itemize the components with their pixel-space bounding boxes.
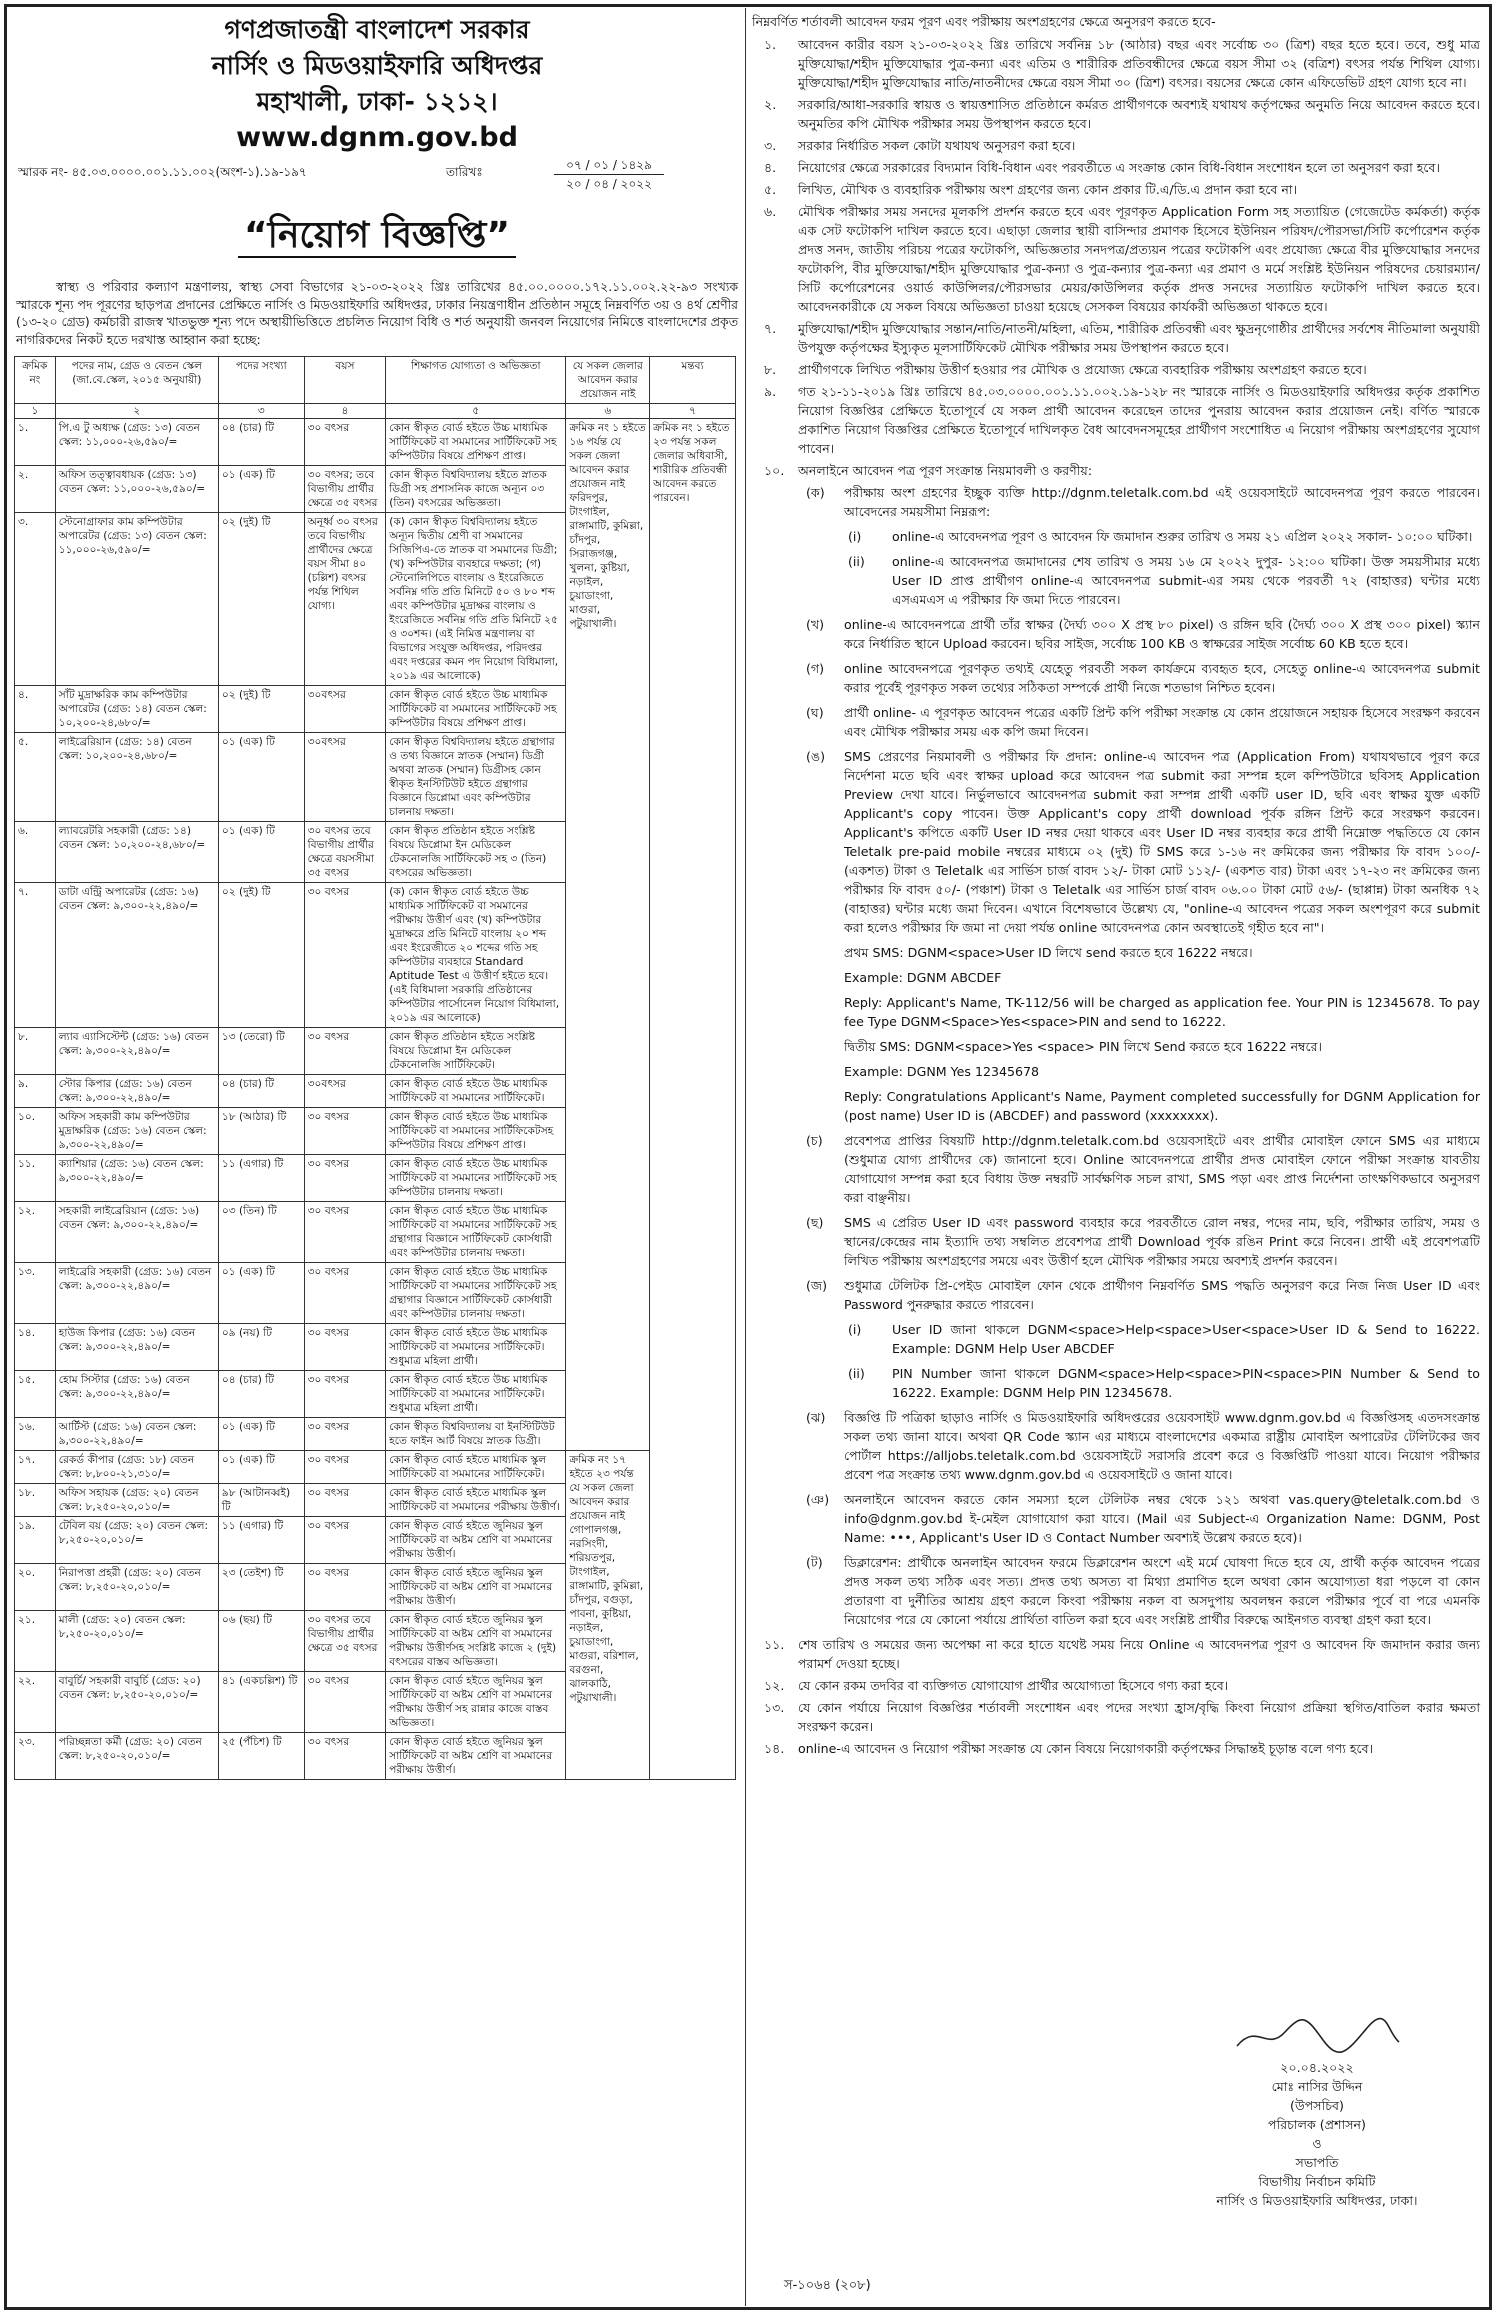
- count-cell: ৯৮ (আটানব্বই) টি: [218, 1484, 304, 1517]
- serial-cell: ১৮.: [15, 1484, 56, 1517]
- subitem-ta: (ট) ডিক্লারেশন: প্রার্থীকে অনলাইন আবেদন ফরমে ডিক্লারেশন অংশে এই মর্মে ঘোষণা দিতে হবে যে, প্রার্থী কর্তৃক আবেদন পত্রের প্রদত্ত সকল তথ্য সঠিক এবং সত্য। প্রদত্ত তথ্য অসত্য বা মিথ্যা প্রমাণিত হলে অথবা কোন অযোগ্যতা ধরা পড়লে বা কোন প্রতারণা বা দুর্নীতির আশ্রয় গ্রহণ করলে কিংবা পরীক্ষায় নকল বা অসদুপায় অবলম্বন করলে পরীক্ষার পূর্বে বা পরে এমনকি নিয়োগের পরে যে কোনো পর্যায়ে প্রার্থিতা বাতিল করা হবে এবং সংশ্লিষ্ট প্রার্থীর বিরুদ্ধে আইনগত ব্যবস্থা গ্রহণ করা হবে।: [806, 1555, 1480, 1627]
- signer-chair: সভাপতি: [1295, 2155, 1339, 2170]
- signature-block: [1172, 2012, 1462, 2210]
- education-cell: কোন স্বীকৃত বোর্ড হইতে জুনিয়র স্কুল সার্টিফিকেট বা অষ্টম শ্রেণি বা সমমানের পরীক্ষায় উত্তীর্ণ।: [386, 1733, 566, 1780]
- signer-org: নার্সিং ও মিডওয়াইফারি অধিদপ্তর, ঢাকা।: [1216, 2193, 1418, 2208]
- condition-item: [752, 1676, 1480, 1695]
- condition-text: যে কোন পর্যায়ে নিয়োগ বিজ্ঞপ্তির শর্তাবলী সংশোধন এবং পদের সংখ্যা হ্রাস/বৃদ্ধি কিংবা নিয়োগ প্রক্রিয়া স্থগিত/বাতিল করার ক্ষমতা সংরক্ষণ করেন।: [798, 1700, 1480, 1734]
- education-cell: কোন স্বীকৃত প্রতিষ্ঠান হইতে সংশ্লিষ্ট বিষয়ে ডিপ্লোমা ইন মেডিকেল টেকনোলজি সার্টিফিকেট।: [386, 1028, 566, 1075]
- condition-item: [752, 180, 1480, 199]
- education-cell: (ক) কোন স্বীকৃত বোর্ড হইতে উচ্চ মাধ্যমিক সার্টিফিকেট বা সমমানের পরীক্ষায় উত্তীর্ণ এবং (খ) কম্পিউটার মুদ্রাক্ষরে প্রতি মিনিটে বাংলায় ২০ শব্দ এবং ইংরেজীতে ২০ শব্দের গতি সহ কম্পিউটার ব্যবহারে Standard Aptitude Test এ উত্তীর্ণ হইতে হবে। (এই বিধিমালা সরকারি প্রতিষ্ঠানের কম্পিউটার পার্সোনেল নিয়োগ বিধিমালা, ২০১৯ এর আলোকে): [386, 883, 566, 1028]
- count-cell: ০২ (দুই) টি: [218, 686, 304, 733]
- conditions-list: [752, 35, 1480, 480]
- left-column: [14, 12, 740, 2302]
- serial-cell: ৩.: [15, 513, 56, 686]
- age-cell: ৩০ বৎসর: [304, 1028, 386, 1075]
- condition-number: ২.: [764, 97, 777, 112]
- col-header: পদের নাম, গ্রেড ও বেতন স্কেল (জা.বে.স্কেল, ২০১৫ অনুযায়ী): [55, 357, 218, 404]
- post-cell: ডাটা এন্ট্রি অপারেটর (গ্রেড: ১৬) বেতন স্কেল: ৯,৩০০-২২,৪৯০/=: [55, 883, 218, 1028]
- serial-cell: ২.: [15, 466, 56, 513]
- age-cell: ৩০বৎসর: [304, 733, 386, 822]
- condition-number: ৬.: [764, 204, 777, 219]
- count-cell: ০৬ (ছয়) টি: [218, 1611, 304, 1672]
- age-cell: ৩০ বৎসর: [304, 883, 386, 1028]
- subitem-ka-i: (i) online-এ আবেদনপত্র পূরণ ও আবেদন ফি জমাদান শুরুর তারিখ ও সময় ২১ এপ্রিল ২০২২ সকাল- ১০:০০ ঘটিকা।: [848, 529, 1473, 544]
- age-cell: ৩০ বৎসর: [304, 1371, 386, 1418]
- age-cell: অনূর্ধ্ব ৩০ বৎসর তবে বিভাগীয় প্রার্থীদের ক্ষেত্রে বয়স সীমা ৪০ (চল্লিশ) বৎসর পর্যন্ত শিথিল যোগ্য।: [304, 513, 386, 686]
- col-number: ৪: [304, 404, 386, 419]
- right-column: [752, 12, 1480, 2302]
- condition-number: ৪.: [764, 160, 777, 175]
- serial-cell: ৪.: [15, 686, 56, 733]
- signer-name: মোঃ নাসির উদ্দিন: [1271, 2079, 1363, 2094]
- serial-cell: ৫.: [15, 733, 56, 822]
- count-cell: ০১ (এক) টি: [218, 822, 304, 883]
- count-cell: ০৩ (তিন) টি: [218, 1202, 304, 1263]
- condition-number: ১০.: [764, 463, 785, 478]
- table-row: [15, 1451, 736, 1484]
- post-cell: টেবিল বয় (গ্রেড: ২০) বেতন স্কেল: ৮,২৫০-২০,০১০/=: [55, 1517, 218, 1564]
- education-cell: কোন স্বীকৃত বোর্ড হইতে উচ্চ মাধ্যমিক সার্টিফিকেট বা সমমানের সার্টিফিকেট। শুধুমাত্র মহিলা প্রার্থী।: [386, 1371, 566, 1418]
- count-cell: ২৫ (পঁচিশ) টি: [218, 1733, 304, 1780]
- table-header-row: [15, 357, 736, 404]
- age-cell: ৩০ বৎসর: [304, 1517, 386, 1564]
- subitem-nya: (ঞ) অনলাইনে আবেদন করতে কোন সমস্যা হলে টেলিটক নম্বর থেকে ১২১ অথবা vas.query@teletalk.com.bd ও info@dgnm.gov.bd ই-মেইল যোগাযোগ করা যাবে। (Mail এর Subject-এ Organization Name: DGNM, Post Name: •••, Applicant's User ID ও Contact Number অবশ্যই উল্লেখ করতে হবে)।: [806, 1492, 1480, 1545]
- condition-item: [752, 35, 1480, 92]
- education-cell: কোন স্বীকৃত বিশ্ববিদ্যালয় হইতে স্নাতক ডিগ্রী সহ প্রশাসনিক কাজে অন্যূন ০৩ (তিন) বৎসরের অভিজ্ঞতা।: [386, 466, 566, 513]
- serial-cell: ১৭.: [15, 1451, 56, 1484]
- post-cell: পরিচ্ছন্নতা কর্মী (গ্রেড: ২০) বেতন স্কেল: ৮,২৫০-২০,০১০/=: [55, 1733, 218, 1780]
- age-cell: ৩০ বৎসর: [304, 1733, 386, 1780]
- condition-item: [752, 382, 1480, 458]
- subitem-jha: (ঝ) বিজ্ঞপ্তি টি পত্রিকা ছাড়াও নার্সিং ও মিডওয়াইফারি অধিদপ্তরের ওয়েবসাইট www.dgnm.gov.bd এ বিজ্ঞপ্তিসহ এতদসংক্রান্ত সকল তথ্য জানা যাবে। অথবা QR Code স্ক্যান এর মাধ্যমে বাংলাদেশের একমাত্র রাষ্ট্রীয় মোবাইল অপারেটর টেলিটকের জব পোর্টাল https://alljobs.teletalk.com.bd ওয়েবসাইটে সরাসরি প্রবেশ করে ও বিজ্ঞপ্তিটি পাওয়া যাবে। নিয়োগ পরীক্ষার প্রবেশ পত্র সংক্রান্ত তথ্য www.dgnm.gov.bd এ ওয়েবসাইটে ও জানা যাবে।: [806, 1410, 1480, 1482]
- education-cell: কোন স্বীকৃত বোর্ড হইতে উচ্চ মাধ্যমিক সার্টিফিকেট বা সমমানের সার্টিফিকেট। শুধুমাত্র মহিলা প্রার্থী।: [386, 1324, 566, 1371]
- age-cell: ৩০ বৎসর: [304, 1155, 386, 1202]
- age-cell: ৩০বৎসর: [304, 1075, 386, 1108]
- date-label: তারিখঃ: [446, 165, 483, 179]
- col-number: ৭: [650, 404, 736, 419]
- education-cell: কোন স্বীকৃত বোর্ড হইতে উচ্চ মাধ্যমিক সার্টিফিকেট বা সমমানের সার্টিফিকেটসহ কম্পিউটার বিষয়ে প্রশিক্ষণ প্রাপ্ত।: [386, 1108, 566, 1155]
- notice-title: “নিয়োগ বিজ্ঞপ্তি”: [14, 208, 740, 268]
- count-cell: ০১ (এক) টি: [218, 466, 304, 513]
- subitem-ga: (গ) online আবেদনপত্রে পূরণকৃত তথ্যই যেহেতু পরবর্তী সকল কার্যক্রমে ব্যবহৃত হবে, সেহেতু online-এ আবেদনপত্র submit করার পূর্বেই পূরণকৃত সকল তথ্যের সঠিকতা সম্পর্কে প্রার্থী নিজে শতভাগ নিশ্চিত হবেন।: [806, 661, 1480, 695]
- serial-cell: ১.: [15, 419, 56, 466]
- education-cell: কোন স্বীকৃত বোর্ড হইতে জুনিয়র স্কুল সার্টিফিকেট বা অষ্টম শ্রেণি বা সমমানের পরীক্ষায় উত্তীর্ণসহ সংশ্লিষ্ট কাজে ২ (দুই) বৎসরের বাস্তব অভিজ্ঞতা।: [386, 1611, 566, 1672]
- count-cell: ০৪ (চার) টি: [218, 419, 304, 466]
- post-cell: ক্যাশিয়ার (গ্রেড: ১৬) বেতন স্কেল: ৯,৩০০-২২,৪৯০/=: [55, 1155, 218, 1202]
- age-cell: ৩০ বৎসর: [304, 1451, 386, 1484]
- age-cell: ৩০ বৎসর: [304, 1108, 386, 1155]
- subitem-kha: (খ) online-এ আবেদনপত্রে প্রার্থী তাঁর স্বাক্ষর (দৈর্ঘ্য ৩০০ X প্রস্থ ৮০ pixel) ও রঙ্গিন ছবি (দৈর্ঘ্য ৩০০ X প্রস্থ ৩০০ pixel) স্ক্যান করে নির্ধারিত স্থানে Upload করবেন। ছবির সাইজ, সর্বোচ্চ 100 KB ও স্বাক্ষরের সাইজ সর্বোচ্চ 60 KB হতে হবে।: [806, 617, 1480, 651]
- serial-cell: ১৬.: [15, 1418, 56, 1451]
- age-cell: ৩০ বৎসর: [304, 1324, 386, 1371]
- age-cell: ৩০ বৎসর; তবে বিভাগীয় প্রার্থীর ক্ষেত্রে ৩৫ বৎসর: [304, 466, 386, 513]
- column-number-row: [15, 404, 736, 419]
- condition-text: সরকার নির্ধারিত সকল কোটা যথাযথ অনুসরণ করা হবে।: [798, 138, 1076, 153]
- subitem-ka: (ক) পরীক্ষায় অংশ গ্রহণের ইচ্ছুক ব্যক্তি http://dgnm.teletalk.com.bd এই ওয়েবসাইটে আবেদনপত্র পূরণ করতে পারবেন। আবেদনের সময়সীমা নিম্নরূপ:: [806, 485, 1480, 519]
- serial-cell: ১২.: [15, 1202, 56, 1263]
- count-cell: ০১ (এক) টি: [218, 1451, 304, 1484]
- letterhead: [14, 12, 740, 156]
- education-cell: কোন স্বীকৃত বিশ্ববিদ্যালয় বা ইনস্টিটিউট হতে ফাইন আর্ট বিষয়ে স্নাতক ডিগ্রী।: [386, 1418, 566, 1451]
- condition-text: শেষ তারিখ ও সময়ের জন্য অপেক্ষা না করে হাতে যথেষ্ট সময় নিয়ে Online এ আবেদনপত্র পূরণ ও আবেদন ফি জমাদান করার জন্য পরামর্শ দেওয়া হচ্ছে।: [798, 1637, 1480, 1671]
- date-bangla: ০৭ / ০১ / ১৪২৯: [566, 158, 652, 172]
- sms-first: প্রথম SMS: DGNM<space>User ID লিখে send করতে হবে 16222 নম্বরে।: [844, 945, 1253, 960]
- col-number: ৫: [386, 404, 566, 419]
- condition-number: ৭.: [764, 321, 777, 336]
- signature-date: ২০.০৪.২০২২: [1280, 2060, 1354, 2075]
- post-cell: স্টোর কিপার (গ্রেড: ১৬) বেতন স্কেল: ৯,৩০০-২২,৪৯০/=: [55, 1075, 218, 1108]
- count-cell: ১৩ (তেরো) টি: [218, 1028, 304, 1075]
- signature-scrawl: [1172, 2012, 1462, 2058]
- col-header: বয়স: [304, 357, 386, 404]
- table-body: [15, 419, 736, 1780]
- condition-text: মুক্তিযোদ্ধা/শহীদ মুক্তিযোদ্ধার সন্তান/নাতি/নাতনী/মহিলা, এতিম, শারীরিক প্রতিবন্ধী এবং ক্ষুদ্রনৃগোষ্ঠীর প্রার্থীদের সর্বশেষ নীতিমালা অনুযায়ী উপযুক্ত কর্তৃপক্ষের ইস্যুকৃত মূলসার্টিফিকেট মৌখিক পরীক্ষার সময় উপস্থাপন করতে হবে।: [798, 321, 1480, 355]
- department-name: নার্সিং ও মিডওয়াইফারি অধিদপ্তর: [211, 51, 543, 80]
- condition-text: গত ২১-১১-২০১৯ খ্রিঃ তারিখে ৪৫.০৩.০০০০.০০১.১১.০০২.১৯-১২৮ নং স্মারকে নার্সিং ও মিডওয়াইফারি অধিদপ্তর কর্তৃক প্রকাশিত নিয়োগ বিজ্ঞপ্তির প্রেক্ষিতে ইতোপূর্বে যে সকল প্রার্থী আবেদন করেছেন তাদের পুনরায় আবেদন করার প্রয়োজন নেই। বর্ণিত স্মারকে প্রকাশিত নিয়োগ বিজ্ঞপ্তির প্রেক্ষিতে ইতোপূর্বে দাখিলকৃত বৈধ আবেদনসমূহের প্রার্থীগণ সংশোধিত এ নিয়োগ পরীক্ষায় অংশগ্রহণের সুযোগ পাবেন।: [798, 384, 1480, 456]
- sms-first-example: Example: DGNM ABCDEF: [844, 970, 1002, 985]
- age-cell: ৩০ বৎসর: [304, 1564, 386, 1611]
- subitem-cha: (চ) প্রবেশপত্র প্রাপ্তির বিষয়টি http://dgnm.teletalk.com.bd ওয়েবসাইটে এবং প্রার্থীর মোবাইল ফোনে SMS এর মাধ্যমে (শুধুমাত্র যোগ্য প্রার্থীদের কে) জানানো হবে। Online আবেদনপত্রে প্রার্থীর প্রদত্ত মোবাইল ফোনে পরীক্ষা সংক্রান্ত যাবতীয় যোগাযোগ সম্পন্ন করা হবে বিধায় উক্ত নম্বরটি সার্বক্ষণিক সচল রাখা, SMS পড়া এবং প্রাপ্ত নির্দেশনা তাৎক্ষণিকভাবে অনুসরণ করা বাঞ্ছনীয়।: [806, 1133, 1480, 1205]
- subitem-uma: (ঙ) SMS প্রেরণের নিয়মাবলী ও পরীক্ষার ফি প্রদান: online-এ আবেদন পত্র (Application From) যথাযথভাবে পূরণ করে নির্দেশনা মতে ছবি এবং স্বাক্ষর upload করে আবেদন পত্র submit করা সম্পন্ন হলে কম্পিউটারে ছবিসহ Application Preview দেখা যাবে। নির্ভুলভাবে আবেদনপত্র submit করা সম্পন্ন প্রার্থী একটি user ID, ছবি এবং স্বাক্ষর যুক্ত একটি Applicant's copy পাবেন। উক্ত Applicant's copy প্রার্থী download পূর্বক রঙ্গিন প্রিন্ট করে সংরক্ষণ করবেন। Applicant's কপিতে একটি User ID নম্বর দেয়া থাকবে এবং User ID নম্বর ব্যবহার করে প্রার্থী নিম্নোক্ত পদ্ধতিতে যে কোন Teletalk pre-paid mobile নম্বরের মাধ্যমে ০২ (দুই) টি SMS করে ১-১৬ নং ক্রমিকের জন্য পরীক্ষার ফি বাবদ ১০০/- (একশত) টাকা ও Teletalk এর সার্ভিস চার্জ বাবদ ১২/- টাকা মোট ১১২/- (একশত বার) টাকা এবং ১৭-২৩ নং ক্রমিকের জন্য পরীক্ষার ফি বাবদ ৫০/- (পঞ্চাশ) টাকা ও Teletalk এর সার্ভিস চার্জ বাবদ ০৬.০০ টাকা মোট ৫৬/- (ছাপ্পান্ন) টাকা অনধিক ৭২ (বাহাত্তর) ঘন্টার মধ্যে জমা দিবেন। এখানে বিশেষভাবে উল্লেখ্য যে, "online-এ আবেদন পত্রের সকল অংশপূরণ করে submit করা হলেও পরীক্ষার ফি জমা না দেয়া পর্যন্ত online আবেদনপত্র কোন অবস্থাতেই গৃহীত হবে না"।: [806, 749, 1480, 935]
- serial-cell: ৯.: [15, 1075, 56, 1108]
- education-cell: কোন স্বীকৃত প্রতিষ্ঠান হইতে সংশ্লিষ্ট বিষয়ে ডিপ্লোমা ইন মেডিকেল টেকনোলজি সার্টিফিকেট সহ ৩ (তিন) বৎসরের অভিজ্ঞতা।: [386, 822, 566, 883]
- condition-item: [752, 202, 1480, 316]
- education-cell: কোন স্বীকৃত বোর্ড হইতে উচ্চ মাধ্যমিক সার্টিফিকেট বা সমমানের সার্টিফিকেট।: [386, 1075, 566, 1108]
- education-cell: কোন স্বীকৃত বিশ্ববিদ্যালয় হইতে গ্রন্থাগার ও তথ্য বিজ্ঞানে স্নাতক (সম্মান) ডিগ্রী অথবা স্নাতক (সম্মান) ডিগ্রীসহ কোন স্বীকৃত ইনস্টিটিউট হইতে গ্রন্থাগার বিজ্ঞানে ডিপ্লোমা এবং কম্পিউটার চালনায় দক্ষতা।: [386, 733, 566, 822]
- condition-item: [752, 319, 1480, 357]
- age-cell: ৩০ বৎসর: [304, 419, 386, 466]
- col-header: পদের সংখ্যা: [218, 357, 304, 404]
- age-cell: ৩০ বৎসর তবে বিভাগীয় প্রার্থীর ক্ষেত্রে ৩৫ বৎসর: [304, 1611, 386, 1672]
- col-number: ৩: [218, 404, 304, 419]
- conditions-lead: নিম্নবর্ণিত শর্তাবলী আবেদন ফরম পূরণ এবং পরীক্ষায় অংশগ্রহণের ক্ষেত্রে অনুসরণ করতে হবে-: [752, 14, 1216, 29]
- count-cell: ১১ (এগার) টি: [218, 1517, 304, 1564]
- subitem-ja: (জ) শুধুমাত্র টেলিটক প্রি-পেইড মোবাইল ফোন থেকে প্রার্থীগণ নিম্নবর্ণিত SMS পদ্ধতি অনুসরণ করে নিজ নিজ User ID এবং Password পুনরুদ্ধার করতে পারবেন।: [806, 1278, 1480, 1312]
- subitem-gha: (ঘ) প্রার্থী online- এ পূরণকৃত আবেদন পত্রের একটি প্রিন্ট কপি পরীক্ষা সংক্রান্ত যে কোন প্রয়োজনে সহায়ক হিসেবে সংরক্ষণ করবেন এবং মৌখিক পরীক্ষার সময় এক কপি জমা দিবেন।: [806, 705, 1480, 739]
- subitem-ka-ii: (ii) online-এ আবেদনপত্র জমাদানের শেষ তারিখ ও সময় ১৬ মে ২০২২ দুপুর- ১২:০০ ঘটিকা। উক্ত সময়সীমার মধ্যে User ID প্রাপ্ত প্রার্থীগণ online-এ আবেদনপত্র submit-এর সময় থেকে পরবর্তী ৭২ (বাহাত্তর) ঘন্টার মধ্যে এসএমএস এ পরীক্ষার ফি জমা দিতে পারবেন।: [848, 554, 1480, 607]
- condition-number: ৫.: [764, 182, 777, 197]
- education-cell: কোন স্বীকৃত বোর্ড হইতে জুনিয়র স্কুল সার্টিফিকেট বা অষ্টম শ্রেণি বা সমমানের পরীক্ষায় উত্তীর্ণ।: [386, 1517, 566, 1564]
- serial-cell: ৬.: [15, 822, 56, 883]
- sms-second: দ্বিতীয় SMS: DGNM<space>Yes <space> PIN লিখে Send করতে হবে 16222 নম্বরে।: [844, 1039, 1323, 1054]
- subitem-chha: (ছ) SMS এ প্রেরিত User ID এবং password ব্যবহার করে পরবর্তীতে রোল নম্বর, পদের নাম, ছবি, পরীক্ষার তারিখ, সময় ও স্থানের/কেন্দ্রের নাম ইত্যাদি তথ্য সম্বলিত প্রবেশপত্র প্রার্থী Download পূর্বক রঙিন Print করে নিবেন। প্রার্থী এই প্রবেশপত্রটি লিখিত পরীক্ষায় অংশগ্রহণের সময়ে এবং উত্তীর্ণ হলে মৌখিক পরীক্ষার সময়ে অবশ্যই প্রদর্শন করবেন।: [806, 1215, 1480, 1268]
- sms-second-example: Example: DGNM Yes 12345678: [844, 1064, 1040, 1079]
- memo-ref: স্মারক নং- ৪৫.০৩.০০০০.০০১.১১.০০২(অংশ-১).১৯-১৯৭: [18, 165, 307, 179]
- education-cell: কোন স্বীকৃত বোর্ড হইতে উচ্চ মাধ্যমিক সার্টিফিকেট বা সমমানের সার্টিফিকেট সহ গ্রন্থাগার বিজ্ঞানে সার্টিফিকেট কোর্সধারী এবং কম্পিউটার চালনায় দক্ষতা।: [386, 1202, 566, 1263]
- post-cell: মালী (গ্রেড: ২০) বেতন স্কেল: ৮,২৫০-২০,০১০/=: [55, 1611, 218, 1672]
- col-number: ৬: [566, 404, 650, 419]
- excluded-districts-b: ক্রমিক নং ১৭ হইতে ২৩ পর্যন্ত যে সকল জেলা আবেদন করার প্রয়োজন নাই গোপালগঞ্জ, নরসিংদী, শরিয়তপুর, টাংগাইল, রাঙ্গামাটি, কুমিল্লা, চাঁদপুর, বগুড়া, পাবনা, কুষ্টিয়া, নড়াইল, চুয়াডাংগা, মাগুরা, বরিশাল, বরগুনা, ঝালকাঠি, পটুয়াখালী।: [566, 1451, 650, 1780]
- condition-item: [752, 1635, 1480, 1673]
- post-cell: স্টেনোগ্রাফার কাম কম্পিউটার অপারেটর (গ্রেড: ১৩) বেতন স্কেল: ১১,০০০-২৬,৫৯০/=: [55, 513, 218, 686]
- subitem-ja-ii: (ii) PIN Number জানা থাকলে DGNM<space>Help<space>PIN<space>PIN Number & Send to 16222. Example: DGNM Help PIN 12345678.: [848, 1366, 1480, 1400]
- serial-cell: ৭.: [15, 883, 56, 1028]
- post-cell: বাবুর্চি/ সহকারী বাবুর্চি (গ্রেড: ২০) বেতন স্কেল: ৮,২৫০-২০,০১০/=: [55, 1672, 218, 1733]
- condition-text: যে কোন রকম তদবির বা ব্যক্তিগত যোগাযোগ প্রার্থীর অযোগ্যতা হিসেবে গণ্য করা হবে।: [798, 1678, 1229, 1693]
- age-cell: ৩০ বৎসর: [304, 1202, 386, 1263]
- post-cell: অফিস তত্ত্বাবধায়ক (গ্রেড: ১৩) বেতন স্কেল: ১১,০০০-২৬,৫৯০/=: [55, 466, 218, 513]
- post-cell: ল্যাবরেটরি সহকারী (গ্রেড: ১৪) বেতন স্কেল: ১০,২০০-২৪,৬৮০/=: [55, 822, 218, 883]
- post-cell: সহকারী লাইব্রেরিয়ান (গ্রেড: ১৬) বেতন স্কেল: ৯,৩০০-২২,৪৯০/=: [55, 1202, 218, 1263]
- col-header: শিক্ষাগত যোগ্যতা ও অভিজ্ঞতা: [386, 357, 566, 404]
- post-cell: ল্যাব এ্যাসিস্টেন্ট (গ্রেড: ১৬) বেতন স্কেল: ৯,৩০০-২২,৪৯০/=: [55, 1028, 218, 1075]
- footer-code: স-১০৬৪ (২০৮): [784, 2278, 871, 2293]
- excluded-districts-a: ক্রমিক নং ১ হইতে ১৬ পর্যন্ত যে সকল জেলা আবেদন করার প্রয়োজন নাই ফরিদপুর, টাংগাইল, রাঙ্গামাটি, কুমিল্লা, চাঁদপুর, সিরাজগঞ্জ, খুলনা, কুষ্টিয়া, নড়াইল, চুয়াডাংগা, মাগুরা, পটুয়াখালী।: [566, 419, 650, 1451]
- serial-cell: ৮.: [15, 1028, 56, 1075]
- condition-text: লিখিত, মৌখিক ও ব্যবহারিক পরীক্ষায় অংশ গ্রহণের জন্য কোন প্রকার টি.এ/ডি.এ প্রদান করা হবে না।: [798, 182, 1298, 197]
- serial-cell: ২৩.: [15, 1733, 56, 1780]
- post-cell: অফিস সহায়ক (গ্রেড: ২০) বেতন স্কেল: ৮,২৫০-২০,০১০/=: [55, 1484, 218, 1517]
- condition-text: online-এ আবেদন ও নিয়োগ পরীক্ষা সংক্রান্ত যে কোন বিষয়ে নিয়োগকারী কর্তৃপক্ষের সিদ্ধান্তই চূড়ান্ত বলে গণ্য হবে।: [798, 1741, 1374, 1756]
- education-cell: কোন স্বীকৃত বোর্ড হইতে জুনিয়র স্কুল সার্টিফিকেট বা অষ্টম শ্রেণি বা সমমানের পরীক্ষায় উত্তীর্ণ সহ রান্নার কাজে বাস্তব অভিজ্ঞতা।: [386, 1672, 566, 1733]
- sms-first-reply: Reply: Applicant's Name, TK-112/56 will be charged as application fee. Your PIN is 12345678. To pay fee Type DGNM<Space>Yes<space>PIN and send to 16222.: [844, 995, 1480, 1029]
- education-cell: কোন স্বীকৃত বোর্ড হইতে উচ্চ মাধ্যমিক সার্টিফিকেট বা সমমানের সার্টিফিকেট সহ কম্পিউটার বিষয়ে প্রশিক্ষণ প্রাপ্ত।: [386, 686, 566, 733]
- serial-cell: ১৯.: [15, 1517, 56, 1564]
- post-cell: পি.এ টু অধ্যক্ষ (গ্রেড: ১৩) বেতন স্কেল: ১১,০০০-২৬,৫৯০/=: [55, 419, 218, 466]
- count-cell: ০৪ (চার) টি: [218, 1075, 304, 1108]
- condition-item: [752, 461, 1480, 480]
- signer-role: পরিচালক (প্রশাসন): [1268, 2117, 1366, 2132]
- post-cell: আর্টিস্ট (গ্রেড: ১৬) বেতন স্কেল: ৯,৩০০-২২,৪৯০/=: [55, 1418, 218, 1451]
- post-cell: লাইব্রেরিয়ান (গ্রেড: ১৪) বেতন স্কেল: ১০,২০০-২৪,৬৮০/=: [55, 733, 218, 822]
- condition-number: ৩.: [764, 138, 777, 153]
- education-cell: কোন স্বীকৃত বোর্ড হইতে জুনিয়র স্কুল সার্টিফিকেট বা অষ্টম শ্রেণি বা সমমানের পরীক্ষায় উত্তীর্ণ।: [386, 1564, 566, 1611]
- count-cell: ২৩ (তেইশ) টি: [218, 1564, 304, 1611]
- signer-and: ও: [1312, 2136, 1322, 2151]
- signature-graphic: [1227, 2012, 1407, 2058]
- date-english: ২০ / ০৪ / ২০২২: [554, 174, 664, 193]
- condition-item: [752, 360, 1480, 379]
- date-block: [554, 156, 664, 193]
- age-cell: ৩০ বৎসর: [304, 1484, 386, 1517]
- education-cell: কোন স্বীকৃত বোর্ড হইতে উচ্চ মাধ্যমিক সার্টিফিকেট বা সমমানের সার্টিফিকেট সহ কম্পিউটার বিষয়ে প্রশিক্ষণ প্রাপ্ত।: [386, 419, 566, 466]
- post-cell: নিরাপত্তা প্রহরী (গ্রেড: ২০) বেতন স্কেল: ৮,২৫০-২০,০১০/=: [55, 1564, 218, 1611]
- govt-name: গণপ্রজাতন্ত্রী বাংলাদেশ সরকার: [224, 15, 530, 44]
- signer-rank: (উপসচিব): [1290, 2098, 1344, 2113]
- serial-cell: ১১.: [15, 1155, 56, 1202]
- condition-number: ১৩.: [764, 1700, 785, 1715]
- education-cell: কোন স্বীকৃত বোর্ড হইতে মাধ্যমিক স্কুল সার্টিফিকেট বা সমমানের পরীক্ষায় উত্তীর্ণ।: [386, 1484, 566, 1517]
- count-cell: ০১ (এক) টি: [218, 1418, 304, 1451]
- condition-item: [752, 95, 1480, 133]
- education-cell: কোন স্বীকৃত বোর্ড হইতে উচ্চ মাধ্যমিক সার্টিফিকেট বা সমমানের সার্টিফিকেট সহ গ্রন্থাগার বিজ্ঞানে সার্টিফিকেট কোর্সধারী এবং কম্পিউটার চালনায় দক্ষতা।: [386, 1263, 566, 1324]
- serial-cell: ১৩.: [15, 1263, 56, 1324]
- post-cell: হোম সিস্টার (গ্রেড: ১৬) বেতন স্কেল: ৯,৩০০-২২,৪৯০/=: [55, 1371, 218, 1418]
- post-cell: রেকর্ড কীপার (গ্রেড: ১৮) বেতন স্কেল: ৮,৮০০-২১,৩১০/=: [55, 1451, 218, 1484]
- remarks-cell: ক্রমিক নং ১ হইতে ২৩ পর্যন্ত সকল জেলার অধিবাসী, শারীরিক প্রতিবন্ধী আবেদন করতে পারবেন।: [650, 419, 736, 1780]
- intro-paragraph: স্বাস্থ্য ও পরিবার কল্যাণ মন্ত্রণালয়, স্বাস্থ্য সেবা বিভাগের ২১-০৩-২০২২ খ্রিঃ তারিখের ৪৫.০০.০০০০.১৭২.১১.০০২.২২-৯৩ সংখ্যক স্মারকে শূন্য পদ পূরণের ছাড়পত্র প্রদানের প্রেক্ষিতে নার্সিং ও মিডওয়াইফারি অধিদপ্তর, ঢাকার নিয়ন্ত্রণাধীন প্রতিষ্ঠান সমূহে নিম্নবর্ণিত ৩য় ও ৪র্থ শ্রেণীর (১৩-২০ গ্রেড) কর্মচারী রাজস্ব খাতভুক্ত শূন্য পদে অস্থায়ীভিত্তিতে প্রচলিত নিয়োগ বিধি ও শর্ত অনুযায়ী জনবল নিয়োগের নিমিত্তে বাংলাদেশের প্রকৃত নাগরিকদের নিকট হতে দরখাস্ত আহ্বান করা হচ্ছে:: [16, 279, 738, 347]
- post-cell: সাঁট মুদ্রাক্ষরিক কাম কম্পিউটার অপারেটর (গ্রেড: ১৪) বেতন স্কেল: ১০,২০০-২৪,৬৮০/=: [55, 686, 218, 733]
- post-cell: হাউজ কিপার (গ্রেড: ১৬) বেতন স্কেল: ৯,৩০০-২২,৪৯০/=: [55, 1324, 218, 1371]
- age-cell: ৩০ বৎসর: [304, 1263, 386, 1324]
- condition-number: ১২.: [764, 1678, 785, 1693]
- website-link[interactable]: www.dgnm.gov.bd: [236, 122, 518, 153]
- condition-number: ১১.: [764, 1637, 785, 1652]
- count-cell: ১১ (এগার) টি: [218, 1155, 304, 1202]
- committee-name: বিভাগীয় নির্বাচন কমিটি: [1258, 2174, 1376, 2189]
- condition-text: অনলাইনে আবেদন পত্র পূরণ সংক্রান্ত নিয়মাবলী ও করণীয়:: [798, 463, 1093, 478]
- table-row: [15, 419, 736, 466]
- condition-item: [752, 158, 1480, 177]
- post-cell: অফিস সহকারী কাম কম্পিউটার মুদ্রাক্ষরিক (গ্রেড: ১৬) বেতন স্কেল: ৯,৩০০-২২,৪৯০/=: [55, 1108, 218, 1155]
- serial-cell: ১০.: [15, 1108, 56, 1155]
- condition-text: নিয়োগের ক্ষেত্রে সরকারের বিদ্যমান বিধি-বিধান এবং পরবর্তীতে এ সংক্রান্ত কোন বিধি-বিধান সংশোধন হলে তা অনুসরণ করা হবে।: [798, 160, 1440, 175]
- count-cell: ০১ (এক) টি: [218, 1263, 304, 1324]
- address: মহাখালী, ঢাকা- ১২১২।: [256, 87, 498, 116]
- condition-number: ১৪.: [764, 1741, 785, 1756]
- count-cell: ১৮ (আঠার) টি: [218, 1108, 304, 1155]
- closing-conditions: [752, 1635, 1480, 1758]
- count-cell: ০২ (দুই) টি: [218, 513, 304, 686]
- count-cell: ০২ (দুই) টি: [218, 883, 304, 1028]
- condition-item: [752, 1739, 1480, 1758]
- education-cell: (ক) কোন স্বীকৃত বিশ্ববিদ্যালয় হইতে অন্যূন দ্বিতীয় শ্রেণী বা সমমানের সিজিপিএ-তে স্নাতক বা সমমানের ডিগ্রী; (খ) কম্পিউটার ব্যবহারে দক্ষতা; (গ) স্টেনোলিপিতে বাংলায় ও ইংরেজিতে সর্বনিম্ন গতি প্রতি মিনিটে ৫০ ও ৮০ শব্দ এবং কম্পিউটার মুদ্রাক্ষর বাংলায় ও ইংরেজিতে সর্বনিম্ন গতি প্রতি মিনিটে ২৫ ও ৩০শব্দ। (এই নিমিত্ত মন্ত্রণালয় বা বিভাগের সংযুক্ত অধিদপ্তর, পরিদপ্তর এবং দপ্তরের কমন পদ নিয়োগ বিধিমালা, ২০১৯ এর আলোকে): [386, 513, 566, 686]
- age-cell: ৩০বৎসর: [304, 686, 386, 733]
- column-divider: [745, 8, 746, 2306]
- serial-cell: ২২.: [15, 1672, 56, 1733]
- col-number: ১: [15, 404, 56, 419]
- condition-item: [752, 1698, 1480, 1736]
- education-cell: কোন স্বীকৃত বোর্ড হইতে উচ্চ মাধ্যমিক সার্টিফিকেট বা সমমানের সার্টিফিকেট সহ কম্পিউটার চালনায় দক্ষতা।: [386, 1155, 566, 1202]
- count-cell: ০৯ (নয়) টি: [218, 1324, 304, 1371]
- col-header: যে সকল জেলার আবেদন করার প্রয়োজন নাই: [566, 357, 650, 404]
- condition-number: ১.: [764, 37, 777, 52]
- vacancy-table: [14, 356, 736, 1780]
- col-header: মন্তব্য: [650, 357, 736, 404]
- age-cell: ৩০ বৎসর: [304, 1418, 386, 1451]
- memo-line: [14, 156, 740, 204]
- serial-cell: ২০.: [15, 1564, 56, 1611]
- condition-text: মৌখিক পরীক্ষার সময় সনদের মূলকপি প্রদর্শন করতে হবে এবং পূরণকৃত Application Form সহ সত্যায়িত (গেজেটেড কর্মকর্তা) কর্তৃক এক সেট ফটোকপি দাখিল করতে হবে। এছাড়া জেলার স্থায়ী বাসিন্দার প্রমাণক হিসেবে ইউনিয়ন পরিষদ/পৌরসভা/সিটি কর্পোরেশন কর্তৃক প্রদত্ত সনদ, জাতীয় পরিচয় পত্রের ফটোকপি, অভিজ্ঞতার সনদপত্র/প্রত্যয়ন পত্রের ফটোকপি এবং প্রযোজ্য ক্ষেত্রে বীর মুক্তিযোদ্ধার সনদের ফটোকপি, বীর মুক্তিযোদ্ধা/শহীদ মুক্তিযোদ্ধার পুত্র-কন্যা ও পুত্র-কন্যার পুত্র-কন্যা এর প্রমাণ ও মর্মে সংশ্লিষ্ট ইউনিয়ন পরিষদের চেয়ারম্যান/সিটি কর্পোরেশনের ওয়ার্ড কাউন্সিলর/পৌরসভার মেয়র/কাউন্সিলর কর্তৃক প্রদত্ত সনদের সত্যায়িত ফটোকপি দাখিল করতে হবে। আবেদনকারীকে যে সকল বিষয়ে অভিজ্ঞতা চাওয়া হয়েছে সেসকল বিষয়ের কার্যকরী অভিজ্ঞতা থাকতে হবে।: [798, 204, 1480, 314]
- condition-item: [752, 136, 1480, 155]
- condition-number: ৯.: [764, 384, 777, 399]
- serial-cell: ১৪.: [15, 1324, 56, 1371]
- col-header: ক্রমিক নং: [15, 357, 56, 404]
- education-cell: কোন স্বীকৃত বোর্ড হইতে মাধ্যমিক স্কুল সার্টিফিকেট বা সমমানের সার্টিফিকেট।: [386, 1451, 566, 1484]
- condition-text: আবেদন কারীর বয়স ২১-০৩-২০২২ খ্রিঃ তারিখে সর্বনিম্ন ১৮ (আঠার) বছর এবং সর্বোচ্চ ৩০ (ত্রিশ) বছর হতে হবে। তবে, শুধু মাত্র মুক্তিযোদ্ধা/শহীদ মুক্তিযোদ্ধার পুত্র-কন্যা এবং এতিম ও শারীরিক প্রতিবন্ধীদের ক্ষেত্রে বয়স সীমা ৩২ (বত্রিশ) বৎসর পর্যন্ত শিথিল যোগ্য। মুক্তিযোদ্ধা/শহীদ মুক্তিযোদ্ধার নাতি/নাতনীদের ক্ষেত্রে বয়স সীমা ৩০ (ত্রিশ) বৎসর। বয়সের ক্ষেত্রে কোন এফিডেভিট গ্রহণ যোগ্য হবে না।: [798, 37, 1480, 90]
- serial-cell: ১৫.: [15, 1371, 56, 1418]
- age-cell: ৩০ বৎসর তবে বিভাগীয় প্রার্থীর ক্ষেত্রে বয়সসীমা ৩৫ বৎসর: [304, 822, 386, 883]
- subitem-ja-i: (i) User ID জানা থাকলে DGNM<space>Help<space>User<space>User ID & Send to 16222. Example: DGNM Help User ABCDEF: [848, 1322, 1480, 1356]
- count-cell: ০৪ (চার) টি: [218, 1371, 304, 1418]
- serial-cell: ২১.: [15, 1611, 56, 1672]
- condition-text: সরকারি/আধা-সরকারি স্বায়ত্ত ও স্বায়ত্তশাসিত প্রতিষ্ঠানে কর্মরত প্রার্থীগণকে অবশ্যই যথাযথ কর্তৃপক্ষের অনুমতি নিয়ে আবেদন করতে হবে। অনুমতির কপি মৌখিক পরীক্ষার সময় উপস্থাপন করতে হবে।: [798, 97, 1480, 131]
- count-cell: ০১ (এক) টি: [218, 733, 304, 822]
- age-cell: ৩০ বৎসর: [304, 1672, 386, 1733]
- condition-number: ৮.: [764, 362, 777, 377]
- count-cell: ৪১ (একচল্লিশ) টি: [218, 1672, 304, 1733]
- sms-second-reply: Reply: Congratulations Applicant's Name, Payment completed successfully for DGNM Application for (post name) User ID is (ABCDEF) and password (xxxxxxxx).: [844, 1089, 1480, 1123]
- condition-text: প্রার্থীগণকে লিখিত পরীক্ষায় উত্তীর্ণ হওয়ার পর মৌখিক ও প্রযোজ্য ক্ষেত্রে ব্যবহারিক পরীক্ষায় অংশগ্রহণ করতে হবে।: [798, 362, 1367, 377]
- col-number: ২: [55, 404, 218, 419]
- post-cell: লাইব্রেরি সহকারী (গ্রেড: ১৬) বেতন স্কেল: ৯,৩০০-২২,৪৯০/=: [55, 1263, 218, 1324]
